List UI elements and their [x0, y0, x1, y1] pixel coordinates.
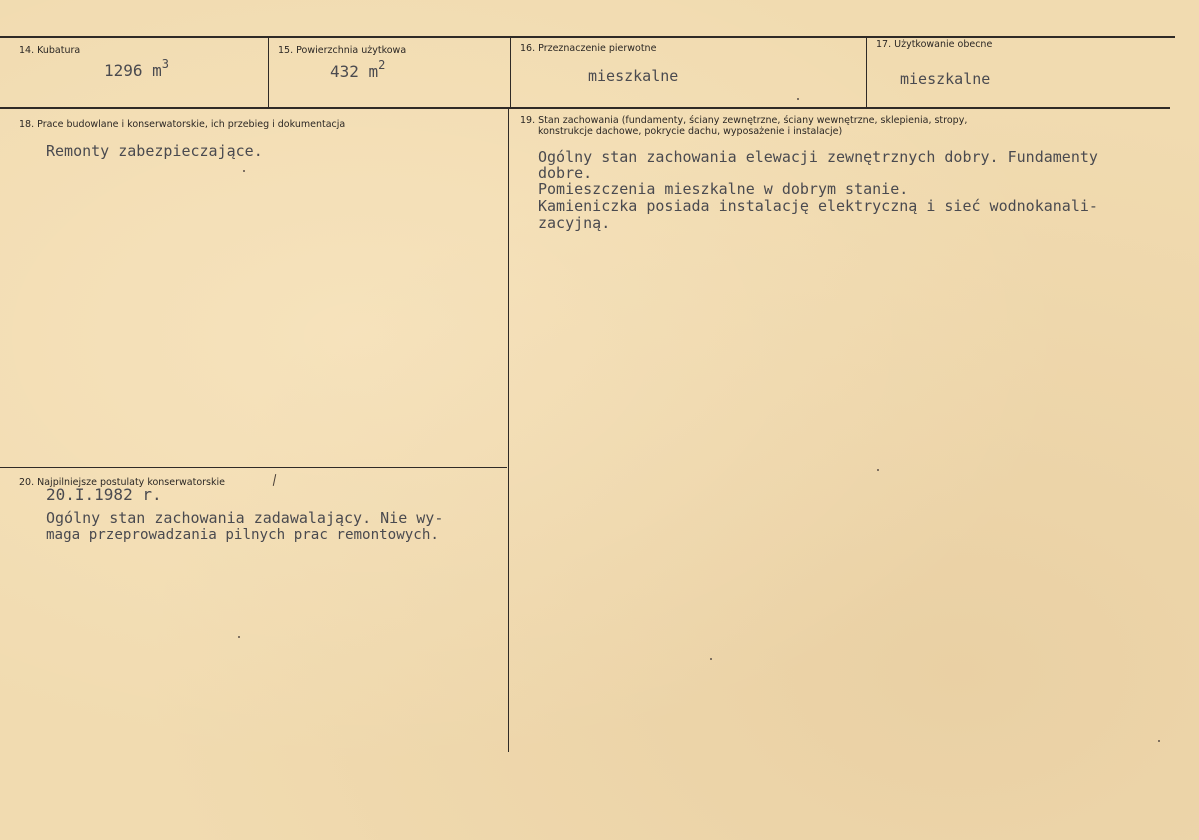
- field-17-value: mieszkalne: [900, 70, 991, 88]
- divider-14-15: [268, 37, 269, 108]
- main-column-divider: [508, 108, 509, 752]
- field-14-label: 14. Kubatura: [19, 45, 81, 56]
- field-19-line-1: Ogólny stan zachowania elewacji zewnętrznych dobry. Fundamenty: [538, 148, 1098, 166]
- divider-15-16: [510, 37, 511, 108]
- field-19-line-5: zacyjną.: [538, 214, 611, 232]
- field-19-label-line-1: 19. Stan zachowania (fundamenty, ściany zewnętrzne, ściany wewnętrzne, sklepienia, stropy,: [520, 115, 968, 126]
- field-19-label-line-2: konstrukcje dachowe, pokrycie dachu, wyposażenie i instalacje): [538, 126, 843, 137]
- field-15-exponent: 2: [378, 58, 386, 72]
- field-15-value-text: 432 m: [330, 62, 379, 81]
- field-15-value: [330, 58, 386, 81]
- top-border-line: [0, 36, 1175, 38]
- field-14-value-text: 1296 m: [104, 61, 162, 80]
- divider-16-17: [866, 37, 867, 108]
- field-19-line-3: Pomieszczenia mieszkalne w dobrym stanie.: [538, 180, 909, 198]
- field-20-line-1: Ogólny stan zachowania zadawalający. Nie wy-: [46, 509, 444, 527]
- field-19-line-4: Kamieniczka posiada instalację elektryczną i sieć wodnokanali-: [538, 197, 1098, 215]
- field-20-line-2: maga przeprowadzania pilnych prac remontowych.: [46, 527, 439, 543]
- field-14-value: [104, 57, 170, 80]
- field-16-value: mieszkalne: [588, 67, 679, 85]
- field-14-exponent: 3: [161, 57, 170, 71]
- paper-speck: [238, 636, 240, 638]
- field-19-line-2: dobre.: [538, 164, 593, 182]
- field-18-label: 18. Prace budowlane i konserwatorskie, ich przebieg i dokumentacja: [19, 119, 346, 130]
- paper-speck: [797, 98, 799, 100]
- paper-speck: [877, 469, 879, 471]
- field-18-text: Remonty zabezpieczające.: [46, 142, 263, 160]
- section-20-top-line: [0, 467, 507, 468]
- field-16-label: 16. Przeznaczenie pierwotne: [520, 43, 657, 54]
- field-15-label: 15. Powierzchnia użytkowa: [278, 45, 407, 56]
- paper-speck: [243, 170, 245, 172]
- pencil-tick-mark: [273, 474, 276, 486]
- field-20-date: 20.I.1982 r.: [46, 485, 162, 504]
- paper-speck: [710, 658, 712, 660]
- field-17-label: 17. Użytkowanie obecne: [876, 39, 993, 50]
- paper-speck: [1158, 740, 1160, 742]
- field-20-label: 20. Najpilniejsze postulaty konserwatorskie: [19, 477, 225, 488]
- header-bottom-line: [0, 107, 1170, 109]
